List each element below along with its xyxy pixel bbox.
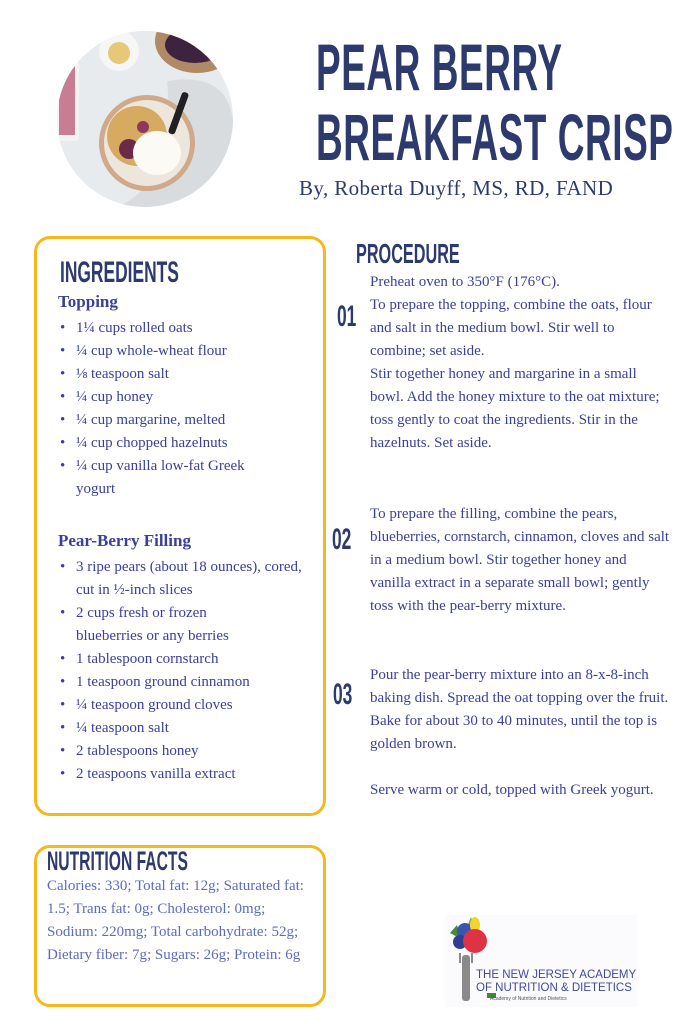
- ingredient-item: • 1¼ cups rolled oats: [58, 317, 303, 340]
- logo-text-line1: THE NEW JERSEY ACADEMY: [476, 969, 637, 981]
- nutrition-title: NUTRITION FACTS: [47, 846, 188, 876]
- topping-list: [58, 317, 303, 501]
- ingredient-item: • ¼ cup margarine, melted: [58, 409, 303, 432]
- step-text-02: To prepare the filling, combine the pears, blueberries, cornstarch, cinnamon, cloves and salt in a medium bowl. Stir together honey and vanilla extract in a separate small bowl; gently toss with the pear-berry mixture.: [370, 506, 670, 614]
- ingredient-item: • ¼ teaspoon ground cloves: [58, 694, 303, 717]
- step-text-01: Preheat oven to 350°F (176°C). To prepare the topping, combine the oats, flour and salt in the medium bowl. Stir well to combine; set aside. Stir together honey and margarine in a small bowl. Add the honey mixture to the oat mixture; toss gently to coat the ingredients. Stir in the hazelnuts. Set aside.: [370, 274, 660, 451]
- ingredient-item: • 2 tablespoons honey: [58, 740, 303, 763]
- recipe-photo: [57, 31, 233, 207]
- ingredient-item: • ¼ cup vanilla low-fat Greek yogurt: [58, 455, 286, 501]
- recipe-title-line1: PEAR BERRY: [316, 30, 563, 104]
- step-number-03: 03: [333, 678, 353, 711]
- ingredient-item: • 2 cups fresh or frozen blueberries or any berries: [58, 602, 266, 648]
- ingredient-item: • ¼ cup whole-wheat flour: [58, 340, 303, 363]
- step-number-01: 01: [337, 300, 357, 333]
- ingredient-item: • ¼ cup chopped hazelnuts: [58, 432, 303, 455]
- logo-affiliate-text: Academy of Nutrition and Dietetics: [490, 996, 567, 1002]
- step-number-02: 02: [332, 523, 352, 556]
- ingredients-title: INGREDIENTS: [60, 256, 179, 289]
- procedure-title: PROCEDURE: [356, 238, 460, 269]
- nutrition-facts-text: Calories: 330; Total fat: 12g; Saturated fat: 1.5; Trans fat: 0g; Cholesterol: 0mg; Sodium: 220mg; Total carbohydrate: 52g; Dietary fiber: 7g; Sugars: 26g; Protein: 6g: [47, 878, 304, 963]
- author-byline: By, Roberta Duyff, MS, RD, FAND: [299, 176, 614, 200]
- ingredient-item: • 2 teaspoons vanilla extract: [58, 763, 303, 786]
- ingredient-item: • 3 ripe pears (about 18 ounces), cored, cut in ½-inch slices: [58, 556, 303, 602]
- ingredient-item: • ⅛ teaspoon salt: [58, 363, 303, 386]
- recipe-title-line2: BREAKFAST CRISP: [316, 100, 674, 174]
- step-text-03: Pour the pear-berry mixture into an 8-x-8-inch baking dish. Spread the oat topping over the fruit. Bake for about 30 to 40 minutes, until the top is golden brown. Serve warm or cold, topped with Greek yogurt.: [370, 667, 669, 798]
- ingredient-item: • ¼ cup honey: [58, 386, 303, 409]
- filling-heading: Pear-Berry Filling: [58, 531, 191, 550]
- ingredient-item: • 1 tablespoon cornstarch: [58, 648, 303, 671]
- ingredient-item: • ¼ teaspoon salt: [58, 717, 303, 740]
- photo-illustration: [57, 31, 233, 207]
- logo-text-line2: OF NUTRITION & DIETETICS: [476, 982, 632, 994]
- ingredient-item: • 1 teaspoon ground cinnamon: [58, 671, 303, 694]
- topping-heading: Topping: [58, 292, 118, 311]
- filling-list: [58, 556, 303, 786]
